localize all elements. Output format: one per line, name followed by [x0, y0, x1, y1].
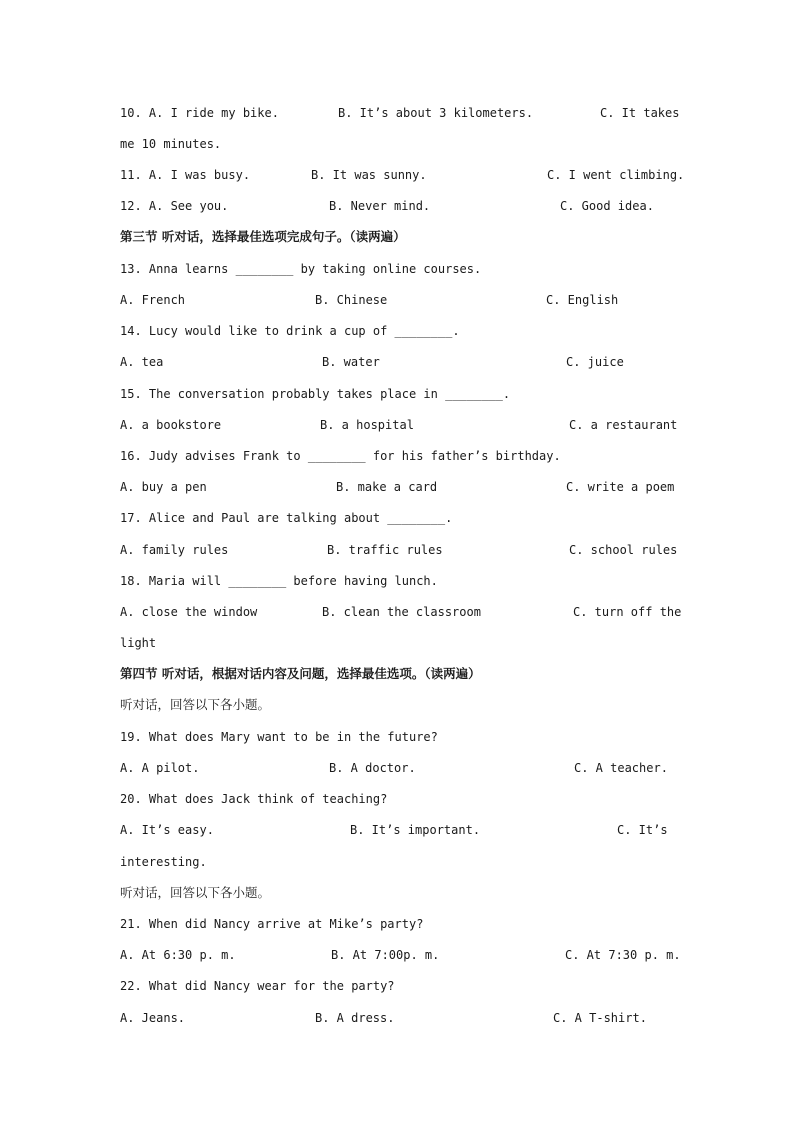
question-20-options — [120, 820, 674, 840]
q15-option-b: B. a hospital — [320, 418, 414, 432]
q20-option-b: B. It’s important. — [350, 823, 481, 837]
question-21-options — [120, 945, 681, 965]
q10-option-b: B. It’s about 3 kilometers. — [338, 106, 534, 120]
q14-option-c: C. juice — [566, 355, 624, 369]
q20-option-a: A. It’s easy. — [120, 823, 214, 837]
question-11-options — [120, 165, 685, 185]
q14-option-b: B. water — [322, 355, 380, 369]
q13-option-b: B. Chinese — [315, 293, 388, 307]
q11-option-a: 11. A. I was busy. — [120, 168, 251, 182]
question-22-options — [120, 1008, 674, 1028]
q10-option-c: C. It takes — [600, 106, 680, 120]
q21-option-b: B. At 7:00p. m. — [331, 948, 440, 962]
q19-option-c: C. A teacher. — [574, 761, 668, 775]
q18-option-b: B. clean the classroom — [322, 605, 481, 619]
dialogue-2-intro: 听对话，回答以下各小题。 — [120, 885, 271, 900]
q22-option-a: A. Jeans. — [120, 1011, 186, 1025]
section-3-heading: 第三节 听对话，选择最佳选项完成句子。（读两遍） — [120, 229, 406, 244]
q16-option-a: A. buy a pen — [120, 480, 207, 494]
question-20-text: 20. What does Jack think of teaching? — [120, 792, 388, 806]
q16-option-c: C. write a poem — [566, 480, 675, 494]
section-4-heading: 第四节 听对话，根据对话内容及问题，选择最佳选项。（读两遍） — [120, 666, 481, 681]
q18-option-a: A. close the window — [120, 605, 258, 619]
question-15-text: 15. The conversation probably takes place in ________. — [120, 387, 511, 401]
q17-option-c: C. school rules — [569, 543, 678, 557]
question-13-text: 13. Anna learns ________ by taking online courses. — [120, 262, 482, 276]
q12-option-b: B. Never mind. — [329, 199, 431, 213]
q13-option-a: A. French — [120, 293, 186, 307]
q12-option-a: 12. A. See you. — [120, 199, 229, 213]
question-21-text: 21. When did Nancy arrive at Mike’s party? — [120, 917, 424, 931]
question-18-text: 18. Maria will ________ before having lunch. — [120, 574, 438, 588]
q20-option-c-continued: interesting. — [120, 855, 207, 869]
q15-option-a: A. a bookstore — [120, 418, 222, 432]
question-14-options — [120, 352, 674, 372]
question-10-options — [120, 103, 680, 123]
q19-option-b: B. A doctor. — [329, 761, 416, 775]
q18-option-c: C. turn off the — [573, 605, 682, 619]
q14-option-a: A. tea — [120, 355, 164, 369]
q12-option-c: C. Good idea. — [560, 199, 654, 213]
question-16-options — [120, 477, 674, 497]
question-14-text: 14. Lucy would like to drink a cup of ________. — [120, 324, 460, 338]
q21-option-a: A. At 6:30 p. m. — [120, 948, 236, 962]
question-12-options — [120, 196, 674, 216]
q17-option-b: B. traffic rules — [327, 543, 443, 557]
q10-option-c-continued: me 10 minutes. — [120, 137, 222, 151]
question-17-options — [120, 540, 678, 560]
q17-option-a: A. family rules — [120, 543, 229, 557]
q22-option-c: C. A T-shirt. — [553, 1011, 647, 1025]
question-22-text: 22. What did Nancy wear for the party? — [120, 979, 395, 993]
question-17-text: 17. Alice and Paul are talking about ________. — [120, 511, 453, 525]
q22-option-b: B. A dress. — [315, 1011, 395, 1025]
q11-option-b: B. It was sunny. — [311, 168, 427, 182]
question-16-text: 16. Judy advises Frank to ________ for his father’s birthday. — [120, 449, 561, 463]
question-19-text: 19. What does Mary want to be in the future? — [120, 730, 438, 744]
q19-option-a: A. A pilot. — [120, 761, 200, 775]
dialogue-1-intro: 听对话，回答以下各小题。 — [120, 697, 271, 712]
question-18-options — [120, 602, 682, 622]
question-15-options — [120, 415, 678, 435]
q16-option-b: B. make a card — [336, 480, 438, 494]
question-19-options — [120, 758, 674, 778]
q18-option-c-continued: light — [120, 636, 157, 650]
q20-option-c: C. It’s — [617, 823, 668, 837]
q11-option-c: C. I went climbing. — [547, 168, 685, 182]
question-13-options — [120, 290, 674, 310]
q21-option-c: C. At 7:30 p. m. — [565, 948, 681, 962]
q13-option-c: C. English — [546, 293, 619, 307]
q15-option-c: C. a restaurant — [569, 418, 678, 432]
q10-option-a: 10. A. I ride my bike. — [120, 106, 279, 120]
